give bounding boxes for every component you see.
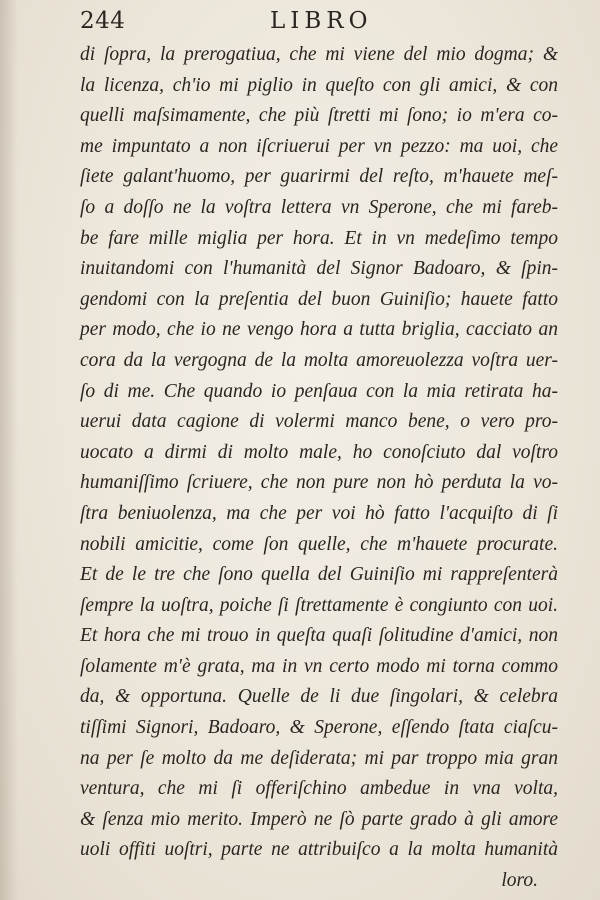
text-line: tiſſimi Signori, Badoaro, & Sperone, eſſendo ſtata ciaſcu- xyxy=(80,717,558,739)
text-line: ſempre la uoſtra, poiche ſi ſtrettamente è congiunto con uoi. xyxy=(80,594,558,616)
text-line-final: loro. xyxy=(501,870,538,892)
page-gutter-shadow xyxy=(0,0,18,900)
text-line: gendomi con la preſentia del buon Guiniſio; hauete fatto xyxy=(80,288,558,310)
page-header xyxy=(80,6,560,40)
text-line: ſo di me. Che quando io penſaua con la mia retirata ha- xyxy=(80,380,558,402)
text-line: da, & opportuna. Quelle de li due ſingolari, & celebra xyxy=(80,686,558,708)
text-line: ſolamente m'è grata, ma in vn certo modo mi torna commo xyxy=(80,655,558,677)
page-number: 244 xyxy=(80,8,126,34)
text-line: di ſopra, la prerogatiua, che mi viene del mio dogma; & xyxy=(80,44,558,65)
text-line: & ſenza mio merito. Imperò ne ſò parte grado à gli amore xyxy=(80,808,558,830)
text-line: ventura, che mi ſi offeriſchino ambedue in vna volta, xyxy=(80,778,558,800)
text-line: Et hora che mi trouo in queſta quaſi ſolitudine d'amici, non xyxy=(80,625,558,647)
text-line: ſo a doſſo ne la voſtra lettera vn Sperone, che mi fareb- xyxy=(80,196,558,218)
text-line: quelli maſsimamente, che più ſtretti mi ſono; io m'era co- xyxy=(80,105,558,127)
text-line: Et de le tre che ſono quella del Guiniſio mi rappreſenterà xyxy=(80,564,558,586)
text-line: humaniſſimo ſcriuere, che non pure non hò perduta la vo- xyxy=(80,472,558,494)
text-line: me impuntato a non iſcriuerui per vn pezzo: ma uoi, che xyxy=(80,135,558,157)
text-line: inuitandomi con l'humanità del Signor Badoaro, & ſpin- xyxy=(80,258,558,280)
body-text xyxy=(80,40,558,897)
text-line: na per ſe molto da me deſiderata; mi par troppo mia gran xyxy=(80,747,558,769)
text-line: be fare mille miglia per hora. Et in vn medeſimo tempo xyxy=(80,227,558,249)
running-head: LIBRO xyxy=(270,8,373,34)
text-line: uoli offiti uoſtri, parte ne attribuiſco a la molta humanità xyxy=(80,839,558,861)
text-line: per modo, che io ne vengo hora a tutta briglia, cacciato an xyxy=(80,319,558,341)
text-line: la licenza, ch'io mi piglio in queſto con gli amici, & con xyxy=(80,74,558,96)
text-line: ſiete galant'huomo, per guarirmi del reſto, m'hauete meſ- xyxy=(80,166,558,188)
text-line: uocato a dirmi di molto male, ho conoſciuto dal voſtro xyxy=(80,441,558,463)
text-line: cora da la vergogna de la molta amoreuolezza voſtra uer- xyxy=(80,349,558,371)
text-line: nobili amicitie, come ſon quelle, che m'hauete procurate. xyxy=(80,533,558,555)
text-line: uerui data cagione di volermi manco bene, o vero pro- xyxy=(80,411,558,433)
text-line: ſtra beniuolenza, ma che per voi hò fatto l'acquiſto di ſi xyxy=(80,502,558,524)
